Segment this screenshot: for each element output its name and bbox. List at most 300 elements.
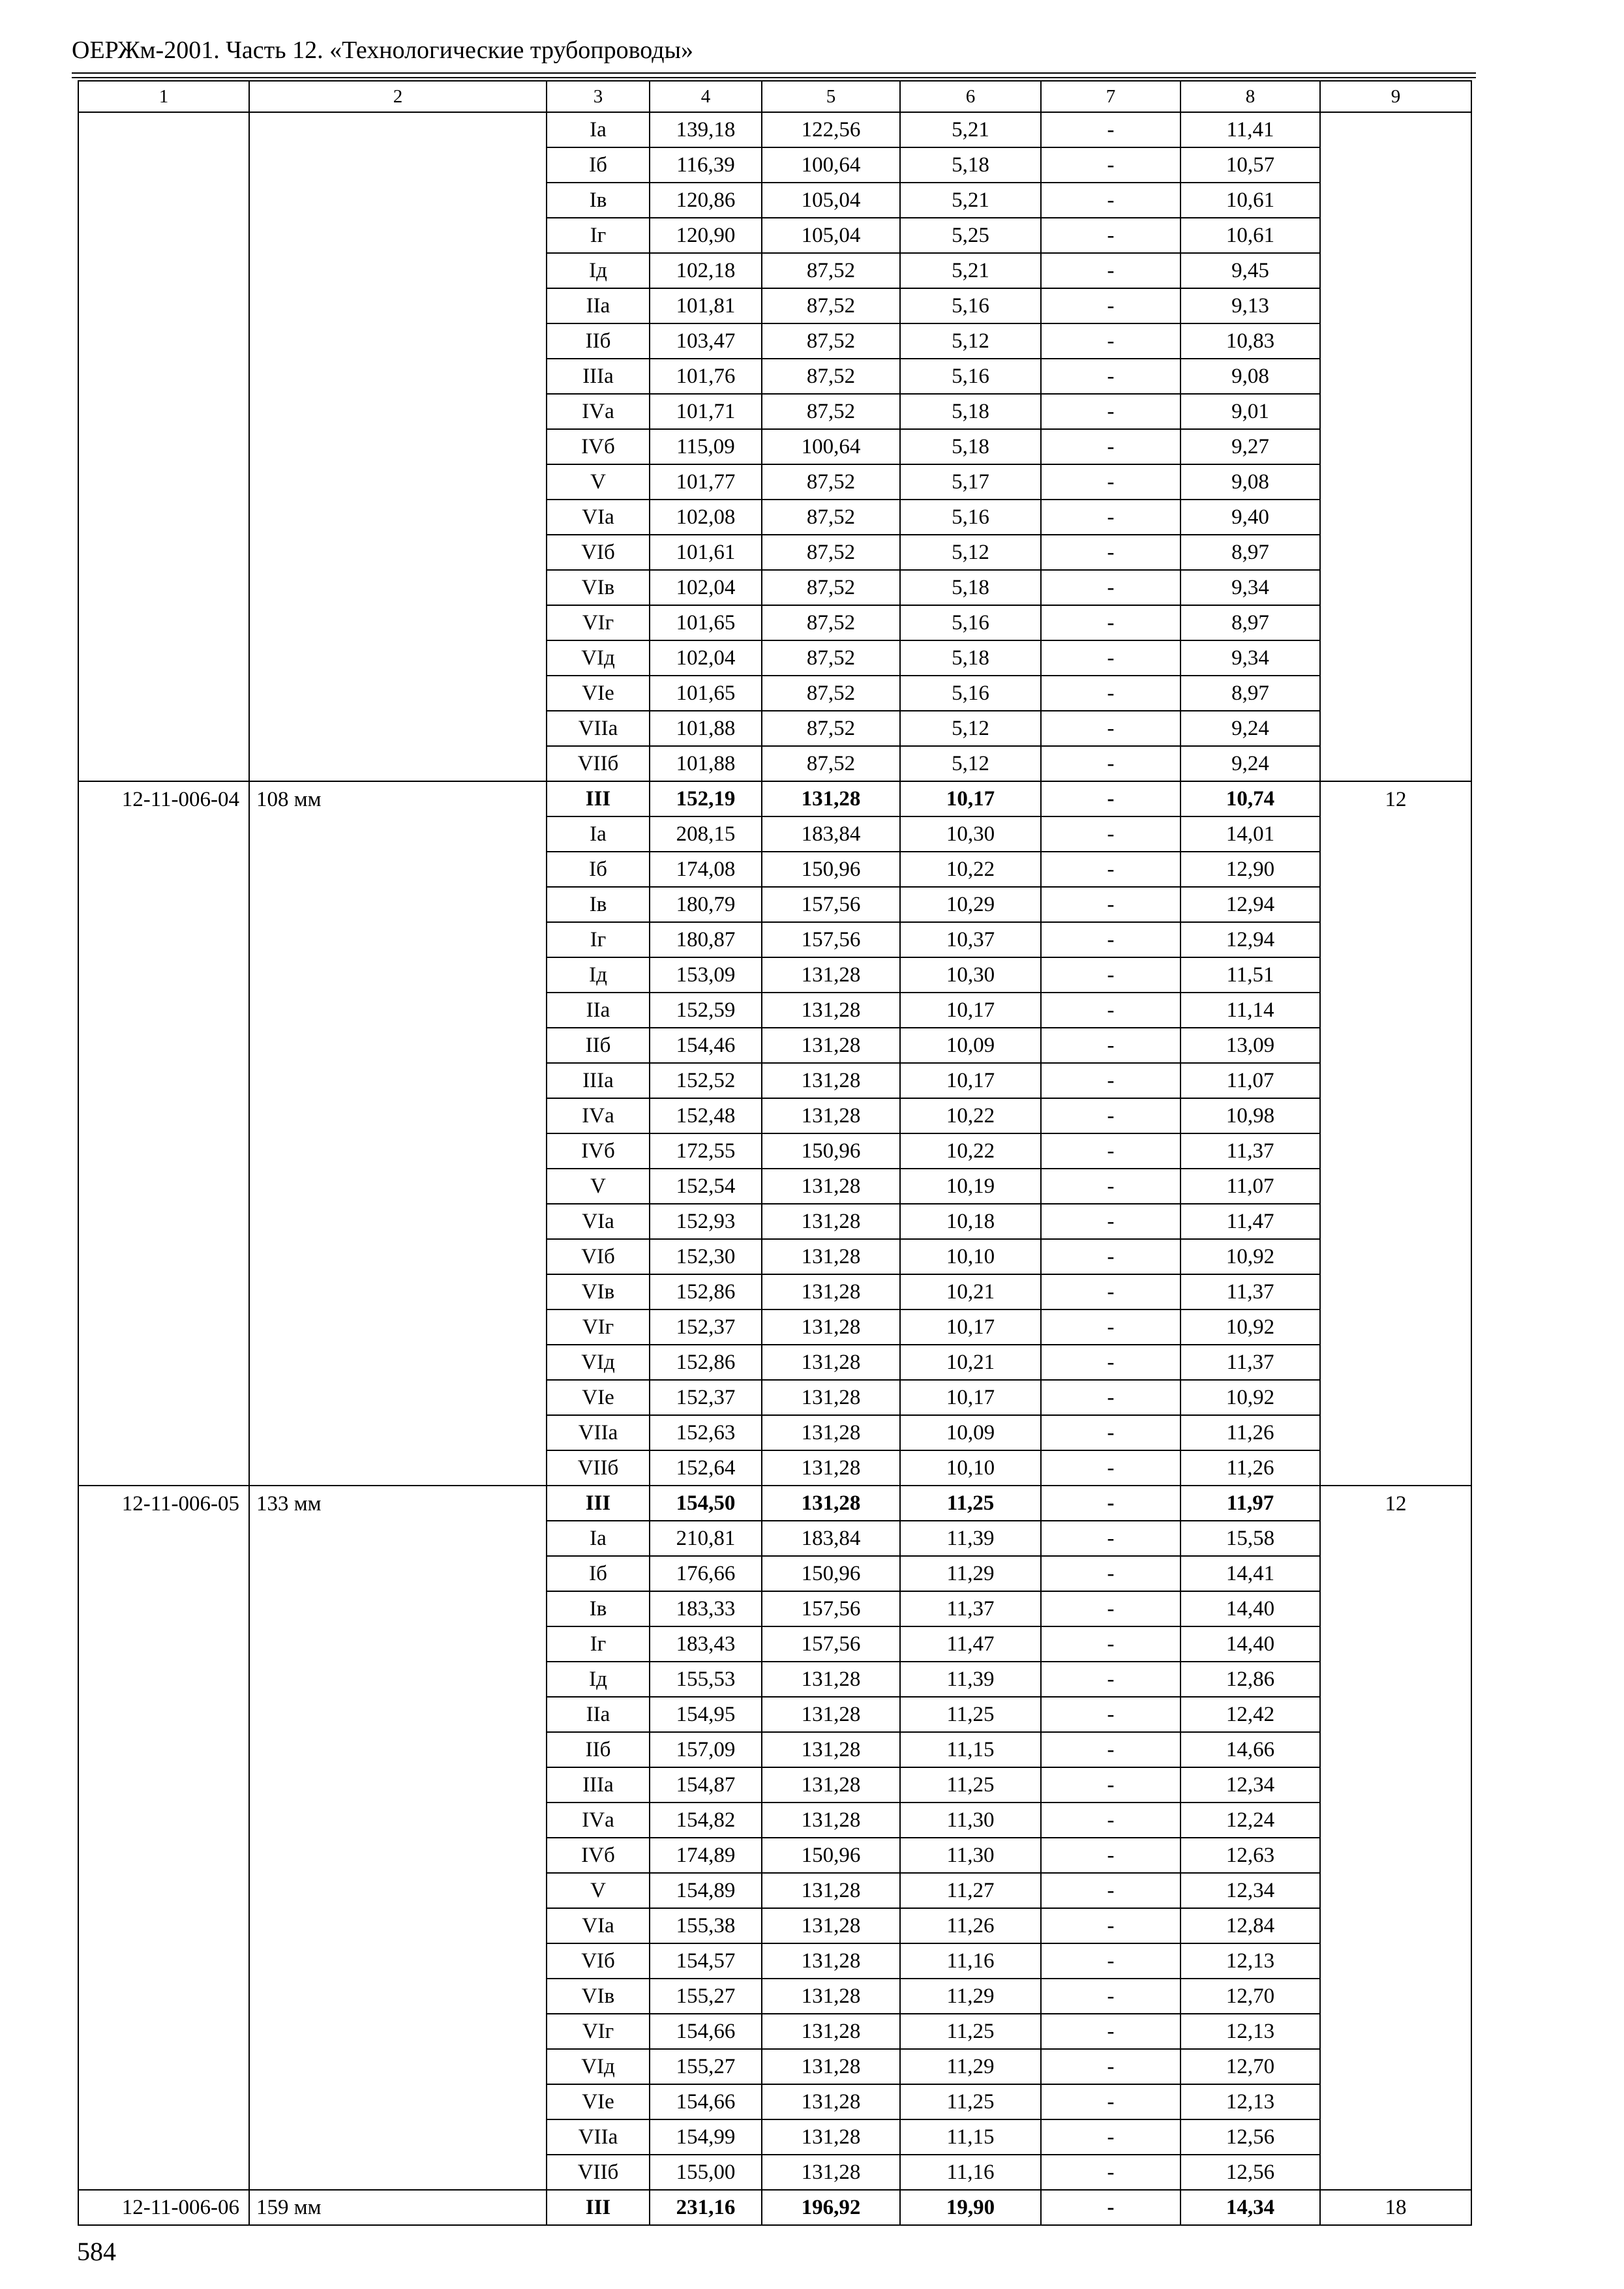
cell-zone: VIд [547, 640, 650, 676]
cell-machines: 10,29 [900, 887, 1041, 922]
cell-total: 155,53 [650, 1662, 762, 1697]
cell-machines: 11,26 [900, 1908, 1041, 1943]
cell-zone: VIе [547, 2084, 650, 2119]
cell-labor [1320, 147, 1471, 183]
cell-total: 139,18 [650, 112, 762, 147]
cell-materials: 12,13 [1180, 2014, 1320, 2049]
cell-labor [1320, 605, 1471, 640]
table-row [78, 1309, 1471, 1345]
cell-drivers: - [1041, 147, 1180, 183]
cell-diameter [249, 816, 547, 852]
cell-zone: VIб [547, 1239, 650, 1274]
cell-labor [1320, 429, 1471, 464]
cell-wages: 87,52 [762, 323, 900, 359]
table-row [78, 394, 1471, 429]
table-row [78, 2190, 1471, 2225]
cell-diameter [249, 1803, 547, 1838]
cell-diameter [249, 993, 547, 1028]
cell-total: 183,33 [650, 1591, 762, 1626]
cell-materials: 11,37 [1180, 1133, 1320, 1169]
cell-wages: 131,28 [762, 1028, 900, 1063]
cell-total: 115,09 [650, 429, 762, 464]
table-row [78, 1979, 1471, 2014]
table-row [78, 852, 1471, 887]
cell-materials: 10,83 [1180, 323, 1320, 359]
cell-diameter [249, 500, 547, 535]
table-row [78, 1345, 1471, 1380]
cell-wages: 131,28 [762, 1803, 900, 1838]
cell-drivers: - [1041, 288, 1180, 323]
cell-machines: 10,19 [900, 1169, 1041, 1204]
cell-wages: 150,96 [762, 1838, 900, 1873]
cell-machines: 11,25 [900, 2084, 1041, 2119]
cell-total: 172,55 [650, 1133, 762, 1169]
cell-code [78, 2084, 249, 2119]
cell-zone: IIIа [547, 1767, 650, 1803]
cell-diameter [249, 570, 547, 605]
cell-wages: 131,28 [762, 1908, 900, 1943]
cell-total: 101,65 [650, 605, 762, 640]
cell-machines: 10,09 [900, 1028, 1041, 1063]
cell-labor: 12 [1320, 781, 1471, 816]
cell-code [78, 640, 249, 676]
table-row [78, 500, 1471, 535]
cell-materials: 11,47 [1180, 1204, 1320, 1239]
cell-zone: IVа [547, 1803, 650, 1838]
table-row [78, 218, 1471, 253]
cell-total: 154,57 [650, 1943, 762, 1979]
cell-code [78, 1415, 249, 1450]
cell-diameter [249, 1732, 547, 1767]
cell-diameter [249, 2014, 547, 2049]
cell-zone: III [547, 781, 650, 816]
cell-zone: Iг [547, 1626, 650, 1662]
cell-drivers: - [1041, 112, 1180, 147]
table-row [78, 711, 1471, 746]
cell-zone: V [547, 1169, 650, 1204]
cell-code [78, 957, 249, 993]
cell-materials: 10,92 [1180, 1309, 1320, 1345]
cell-labor [1320, 323, 1471, 359]
cell-drivers: - [1041, 993, 1180, 1028]
cell-machines: 5,12 [900, 746, 1041, 781]
cell-code [78, 887, 249, 922]
table-row [78, 1943, 1471, 1979]
column-number-row [78, 81, 1471, 112]
cell-code [78, 2155, 249, 2190]
cell-labor [1320, 711, 1471, 746]
cell-wages: 131,28 [762, 1063, 900, 1098]
cell-total: 101,77 [650, 464, 762, 500]
column-number: 7 [1041, 81, 1180, 112]
cell-zone: Iд [547, 1662, 650, 1697]
cell-total: 101,81 [650, 288, 762, 323]
cell-machines: 5,16 [900, 288, 1041, 323]
cell-labor [1320, 1873, 1471, 1908]
cell-machines: 10,10 [900, 1450, 1041, 1486]
cell-wages: 87,52 [762, 253, 900, 288]
cell-diameter [249, 323, 547, 359]
table-row [78, 887, 1471, 922]
cell-machines: 5,16 [900, 676, 1041, 711]
cell-total: 154,89 [650, 1873, 762, 1908]
cell-wages: 131,28 [762, 1767, 900, 1803]
cell-code [78, 1239, 249, 1274]
cell-labor [1320, 1098, 1471, 1133]
table-row [78, 1133, 1471, 1169]
cell-machines: 5,18 [900, 570, 1041, 605]
cell-labor [1320, 2049, 1471, 2084]
cell-total: 155,38 [650, 1908, 762, 1943]
page-header-title: ОЕРЖм-2001. Часть 12. «Технологические трубопроводы» [72, 37, 694, 64]
cell-zone: VIIа [547, 711, 650, 746]
cell-materials: 12,24 [1180, 1803, 1320, 1838]
cell-drivers: - [1041, 1556, 1180, 1591]
cell-machines: 11,30 [900, 1803, 1041, 1838]
table-row [78, 323, 1471, 359]
cell-wages: 100,64 [762, 429, 900, 464]
cell-drivers: - [1041, 1521, 1180, 1556]
cell-diameter [249, 112, 547, 147]
cell-total: 174,08 [650, 852, 762, 887]
cell-wages: 131,28 [762, 2084, 900, 2119]
cell-wages: 122,56 [762, 112, 900, 147]
cell-wages: 150,96 [762, 1133, 900, 1169]
cell-wages: 183,84 [762, 816, 900, 852]
cell-drivers: - [1041, 359, 1180, 394]
cell-code [78, 1098, 249, 1133]
cell-labor [1320, 1803, 1471, 1838]
table-row [78, 1873, 1471, 1908]
table-row [78, 1204, 1471, 1239]
cell-wages: 150,96 [762, 1556, 900, 1591]
cell-total: 152,86 [650, 1345, 762, 1380]
cell-materials: 11,26 [1180, 1450, 1320, 1486]
cell-diameter [249, 2155, 547, 2190]
cell-materials: 9,34 [1180, 640, 1320, 676]
table-row [78, 676, 1471, 711]
cell-wages: 131,28 [762, 1098, 900, 1133]
cell-wages: 87,52 [762, 500, 900, 535]
cell-drivers: - [1041, 922, 1180, 957]
cell-labor [1320, 2014, 1471, 2049]
cell-total: 155,27 [650, 2049, 762, 2084]
cell-zone: III [547, 1486, 650, 1521]
page-number: 584 [77, 2237, 116, 2266]
cell-total: 101,65 [650, 676, 762, 711]
cell-machines: 11,25 [900, 1767, 1041, 1803]
cell-diameter [249, 1098, 547, 1133]
cell-wages: 131,28 [762, 1732, 900, 1767]
cell-total: 152,93 [650, 1204, 762, 1239]
cell-materials: 9,24 [1180, 711, 1320, 746]
cell-materials: 9,34 [1180, 570, 1320, 605]
cell-drivers: - [1041, 1169, 1180, 1204]
cell-zone: IVб [547, 1838, 650, 1873]
cell-labor [1320, 1943, 1471, 1979]
cell-total: 152,63 [650, 1415, 762, 1450]
cell-zone: VIд [547, 1345, 650, 1380]
cell-materials: 10,61 [1180, 218, 1320, 253]
cell-wages: 131,28 [762, 1309, 900, 1345]
cell-drivers: - [1041, 429, 1180, 464]
cell-wages: 131,28 [762, 993, 900, 1028]
cell-wages: 131,28 [762, 781, 900, 816]
cell-zone: VIа [547, 1908, 650, 1943]
cell-code [78, 1662, 249, 1697]
cell-total: 101,71 [650, 394, 762, 429]
cell-zone: VIв [547, 1274, 650, 1309]
cell-machines: 5,25 [900, 218, 1041, 253]
cell-code [78, 1309, 249, 1345]
cell-drivers: - [1041, 253, 1180, 288]
cell-total: 102,08 [650, 500, 762, 535]
cell-code [78, 1767, 249, 1803]
cell-zone: IVа [547, 394, 650, 429]
table-row [78, 1662, 1471, 1697]
cell-zone: VIIб [547, 746, 650, 781]
cell-machines: 5,17 [900, 464, 1041, 500]
cell-drivers: - [1041, 218, 1180, 253]
table-row [78, 816, 1471, 852]
cell-machines: 11,25 [900, 1697, 1041, 1732]
cell-drivers: - [1041, 1943, 1180, 1979]
cell-code [78, 2049, 249, 2084]
cell-wages: 131,28 [762, 2049, 900, 2084]
cell-drivers: - [1041, 464, 1180, 500]
table-row [78, 1415, 1471, 1450]
cell-materials: 12,94 [1180, 887, 1320, 922]
cell-zone: Iв [547, 1591, 650, 1626]
cell-diameter [249, 1908, 547, 1943]
cell-labor [1320, 1274, 1471, 1309]
cell-materials: 11,97 [1180, 1486, 1320, 1521]
cell-code [78, 1838, 249, 1873]
cell-materials: 12,13 [1180, 2084, 1320, 2119]
cell-diameter [249, 1767, 547, 1803]
cell-code [78, 1908, 249, 1943]
cell-wages: 131,28 [762, 1873, 900, 1908]
cell-zone: Iб [547, 852, 650, 887]
cell-machines: 10,21 [900, 1274, 1041, 1309]
cell-wages: 105,04 [762, 218, 900, 253]
cell-zone: Iг [547, 218, 650, 253]
cell-labor [1320, 535, 1471, 570]
cell-code [78, 1873, 249, 1908]
cell-zone: VIIб [547, 2155, 650, 2190]
table-row [78, 1274, 1471, 1309]
cell-wages: 87,52 [762, 640, 900, 676]
table-row [78, 746, 1471, 781]
cell-materials: 11,37 [1180, 1345, 1320, 1380]
cell-zone: VIг [547, 1309, 650, 1345]
cell-machines: 10,17 [900, 993, 1041, 1028]
cell-code [78, 323, 249, 359]
rates-table [78, 80, 1472, 2226]
cell-materials: 12,34 [1180, 1767, 1320, 1803]
cell-zone: VIе [547, 676, 650, 711]
cell-code [78, 1028, 249, 1063]
cell-drivers: - [1041, 2190, 1180, 2225]
cell-zone: VIв [547, 570, 650, 605]
cell-code [78, 605, 249, 640]
cell-total: 154,95 [650, 1697, 762, 1732]
cell-diameter [249, 1380, 547, 1415]
cell-diameter [249, 1274, 547, 1309]
cell-drivers: - [1041, 1274, 1180, 1309]
cell-drivers: - [1041, 746, 1180, 781]
cell-zone: Iб [547, 147, 650, 183]
cell-machines: 11,29 [900, 2049, 1041, 2084]
cell-wages: 196,92 [762, 2190, 900, 2225]
cell-total: 154,46 [650, 1028, 762, 1063]
cell-diameter [249, 1979, 547, 2014]
cell-wages: 131,28 [762, 1169, 900, 1204]
cell-machines: 11,16 [900, 1943, 1041, 1979]
cell-total: 210,81 [650, 1521, 762, 1556]
cell-total: 208,15 [650, 816, 762, 852]
cell-code [78, 1380, 249, 1415]
cell-diameter [249, 429, 547, 464]
cell-code [78, 288, 249, 323]
cell-drivers: - [1041, 1063, 1180, 1098]
cell-machines: 10,18 [900, 1204, 1041, 1239]
cell-wages: 87,52 [762, 605, 900, 640]
cell-wages: 131,28 [762, 1415, 900, 1450]
cell-zone: III [547, 2190, 650, 2225]
cell-labor [1320, 1556, 1471, 1591]
cell-wages: 87,52 [762, 570, 900, 605]
column-number: 1 [78, 81, 249, 112]
cell-materials: 12,63 [1180, 1838, 1320, 1873]
cell-drivers: - [1041, 852, 1180, 887]
cell-materials: 14,34 [1180, 2190, 1320, 2225]
cell-diameter [249, 1345, 547, 1380]
cell-wages: 87,52 [762, 464, 900, 500]
cell-drivers: - [1041, 1486, 1180, 1521]
cell-code [78, 1591, 249, 1626]
column-number: 9 [1320, 81, 1471, 112]
cell-zone: Iв [547, 183, 650, 218]
cell-wages: 131,28 [762, 1450, 900, 1486]
cell-labor [1320, 1697, 1471, 1732]
cell-code [78, 464, 249, 500]
cell-diameter [249, 1591, 547, 1626]
cell-drivers: - [1041, 1450, 1180, 1486]
cell-total: 102,18 [650, 253, 762, 288]
cell-zone: VIа [547, 1204, 650, 1239]
cell-machines: 11,37 [900, 1591, 1041, 1626]
cell-materials: 10,61 [1180, 183, 1320, 218]
cell-drivers: - [1041, 2084, 1180, 2119]
cell-diameter [249, 1521, 547, 1556]
cell-wages: 131,28 [762, 1979, 900, 2014]
cell-labor [1320, 183, 1471, 218]
cell-wages: 131,28 [762, 2014, 900, 2049]
cell-total: 101,61 [650, 535, 762, 570]
cell-machines: 11,27 [900, 1873, 1041, 1908]
cell-code [78, 1063, 249, 1098]
cell-diameter [249, 1133, 547, 1169]
cell-zone: VIд [547, 2049, 650, 2084]
table-row [78, 1063, 1471, 1098]
cell-machines: 10,22 [900, 1133, 1041, 1169]
cell-machines: 5,21 [900, 183, 1041, 218]
cell-machines: 10,09 [900, 1415, 1041, 1450]
cell-diameter [249, 1556, 547, 1591]
cell-zone: IIIа [547, 1063, 650, 1098]
cell-zone: V [547, 1873, 650, 1908]
cell-code [78, 1732, 249, 1767]
cell-code [78, 1450, 249, 1486]
cell-wages: 87,52 [762, 359, 900, 394]
cell-drivers: - [1041, 1838, 1180, 1873]
cell-materials: 9,13 [1180, 288, 1320, 323]
cell-labor [1320, 288, 1471, 323]
cell-materials: 12,56 [1180, 2155, 1320, 2190]
cell-zone: IVб [547, 429, 650, 464]
cell-drivers: - [1041, 1662, 1180, 1697]
cell-labor [1320, 394, 1471, 429]
cell-drivers: - [1041, 1309, 1180, 1345]
cell-drivers: - [1041, 1345, 1180, 1380]
cell-drivers: - [1041, 2049, 1180, 2084]
cell-total: 154,87 [650, 1767, 762, 1803]
table-row [78, 535, 1471, 570]
cell-labor [1320, 1662, 1471, 1697]
cell-code [78, 852, 249, 887]
cell-labor [1320, 1626, 1471, 1662]
cell-zone: VIг [547, 2014, 650, 2049]
header-rule-top [72, 72, 1476, 74]
cell-materials: 10,92 [1180, 1380, 1320, 1415]
cell-machines: 11,29 [900, 1979, 1041, 2014]
cell-diameter [249, 147, 547, 183]
cell-materials: 12,94 [1180, 922, 1320, 957]
table-row [78, 922, 1471, 957]
table-row [78, 2155, 1471, 2190]
cell-total: 152,86 [650, 1274, 762, 1309]
cell-materials: 10,57 [1180, 147, 1320, 183]
cell-total: 152,52 [650, 1063, 762, 1098]
cell-drivers: - [1041, 711, 1180, 746]
cell-labor [1320, 1204, 1471, 1239]
cell-diameter [249, 288, 547, 323]
table-row [78, 570, 1471, 605]
cell-code [78, 147, 249, 183]
cell-zone: Iд [547, 957, 650, 993]
cell-total: 152,30 [650, 1239, 762, 1274]
cell-machines: 11,25 [900, 1486, 1041, 1521]
cell-drivers: - [1041, 816, 1180, 852]
cell-drivers: - [1041, 1979, 1180, 2014]
cell-machines: 11,16 [900, 2155, 1041, 2190]
cell-total: 152,48 [650, 1098, 762, 1133]
cell-diameter [249, 2084, 547, 2119]
cell-code [78, 746, 249, 781]
cell-diameter: 108 мм [249, 781, 547, 816]
cell-labor [1320, 1591, 1471, 1626]
cell-drivers: - [1041, 1204, 1180, 1239]
cell-total: 180,79 [650, 887, 762, 922]
cell-code [78, 183, 249, 218]
cell-diameter [249, 183, 547, 218]
cell-labor [1320, 112, 1471, 147]
cell-materials: 9,08 [1180, 464, 1320, 500]
cell-drivers: - [1041, 1028, 1180, 1063]
cell-drivers: - [1041, 1732, 1180, 1767]
cell-materials: 11,14 [1180, 993, 1320, 1028]
